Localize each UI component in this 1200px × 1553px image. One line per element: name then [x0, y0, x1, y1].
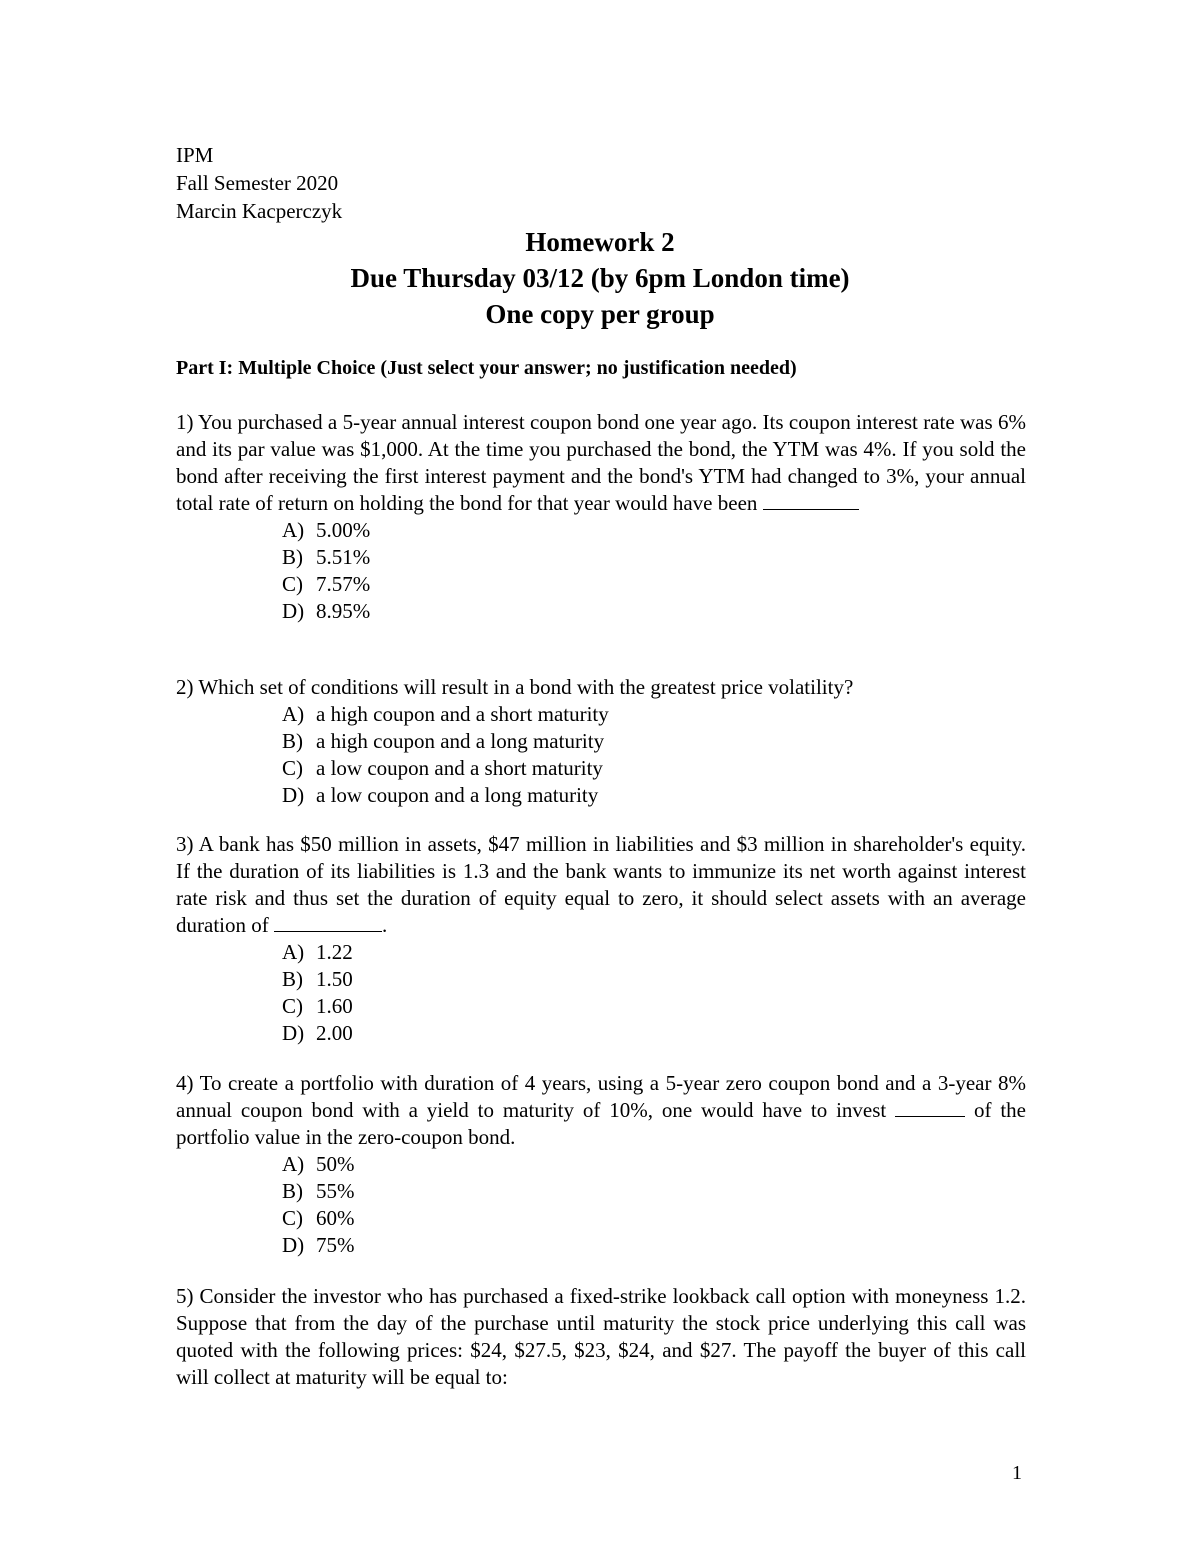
question-4: [176, 1070, 1026, 1259]
option-b: B) 1.50: [282, 967, 353, 991]
answer-blank: [763, 491, 859, 510]
question-stem: 1) You purchased a 5-year annual interest coupon bond one year ago. Its coupon interest rate was 6% and its par value was $1,000. At the time you purchased the bond, the YTM was 4%. If you sold the bond after receiving the first interest payment and the bond's YTM had changed to 3%, your annual total rate of return on holding the bond for that year would have been: [176, 410, 1026, 515]
answer-options: [176, 517, 1026, 625]
option-d: D) 75%: [282, 1233, 355, 1257]
question-stem: 3) A bank has $50 million in assets, $47 million in liabilities and $3 million in shareholder's equity. If the duration of its liabilities is 1.3 and the bank wants to immunize its net worth against interest rate risk and thus set the duration of equity equal to zero, it should select assets with an average duration of .: [176, 832, 1026, 937]
answer-options: [176, 1151, 1026, 1259]
option-d: D) a low coupon and a long maturity: [282, 783, 599, 807]
option-a: A) 50%: [282, 1152, 355, 1176]
submission-note: One copy per group: [485, 299, 715, 329]
option-a: A) 5.00%: [282, 518, 371, 542]
course-name: IPM: [176, 143, 214, 167]
option-a: A) a high coupon and a short maturity: [282, 702, 609, 726]
answer-options: [176, 939, 1026, 1047]
option-c: C) 1.60: [282, 994, 353, 1018]
option-b: B) 55%: [282, 1179, 355, 1203]
instructor-name: Marcin Kacperczyk: [176, 199, 343, 223]
document-header: [176, 141, 342, 225]
answer-options: [176, 701, 1026, 809]
question-stem: 4) To create a portfolio with duration of 4 years, using a 5-year zero coupon bond and a 3-year 8% annual coupon bond with a yield to maturity of 10%, one would have to invest of the portfolio value in the zero-coupon bond.: [176, 1071, 1027, 1149]
question-2: [176, 674, 1026, 809]
question-stem: 5) Consider the investor who has purchased a fixed-strike lookback call option with moneyness 1.2. Suppose that from the day of the purchase until maturity the stock price underlying this call was quoted with the following prices: $24, $27.5, $23, $24, and $27. The payoff the buyer of this call will collect at maturity will be equal to:: [176, 1284, 1026, 1389]
due-date: Due Thursday 03/12 (by 6pm London time): [350, 263, 850, 293]
homework-title: Homework 2: [525, 227, 675, 257]
question-5: [176, 1283, 1026, 1391]
part-heading: Part I: Multiple Choice (Just select your answer; no justification needed): [176, 357, 797, 379]
option-c: C) 7.57%: [282, 572, 371, 596]
page-number: 1: [1012, 1462, 1022, 1484]
option-d: D) 8.95%: [282, 599, 371, 623]
option-a: A) 1.22: [282, 940, 353, 964]
answer-blank: [895, 1098, 965, 1117]
option-b: B) a high coupon and a long maturity: [282, 729, 605, 753]
option-c: C) a low coupon and a short maturity: [282, 756, 603, 780]
question-stem: 2) Which set of conditions will result in a bond with the greatest price volatility?: [176, 675, 854, 699]
question-3: [176, 831, 1026, 1047]
answer-blank: [274, 913, 382, 932]
question-1: [176, 409, 1026, 625]
option-c: C) 60%: [282, 1206, 355, 1230]
option-d: D) 2.00: [282, 1021, 353, 1045]
semester: Fall Semester 2020: [176, 171, 339, 195]
option-b: B) 5.51%: [282, 545, 371, 569]
